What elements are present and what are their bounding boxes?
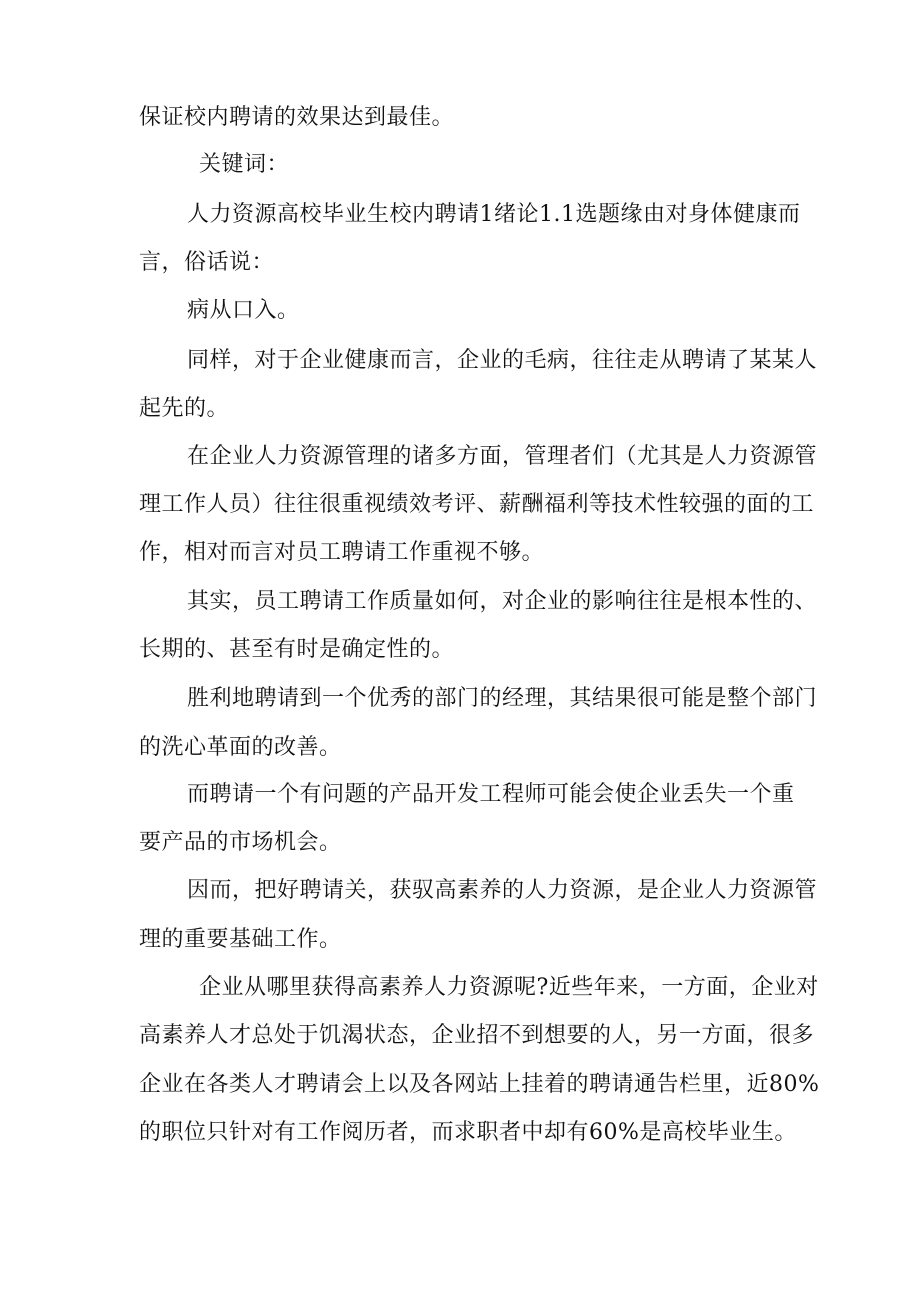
text-line: 的洗心革面的改善。 xyxy=(139,735,342,760)
text-line: 长期的、甚至有时是确定性的。 xyxy=(139,637,455,662)
keywords-heading: 关键词： xyxy=(199,152,290,177)
text-line: 病从口入。 xyxy=(187,298,300,323)
text-line: 作，相对而言对员工聘请工作重视不够。 xyxy=(139,540,545,565)
text-line: 理工作人员）往往很重视绩效考评、薪酬福利等技术性较强的面的工 xyxy=(139,492,815,517)
text-line: 企业在各类人才聘请会上以及各网站上挂着的聘请通告栏里，近80% xyxy=(139,1072,820,1097)
text-line: 言，俗话说： xyxy=(139,250,275,275)
text-line: 人力资源高校毕业生校内聘请1绪论1.1选题缘由对身体健康而 xyxy=(187,202,801,227)
text-line: 在企业人力资源管理的诸多方面，管理者们（尤其是人力资源管 xyxy=(187,444,818,469)
text-line: 理的重要基础工作。 xyxy=(139,927,342,952)
text-line: 的职位只针对有工作阅历者，而求职者中却有60%是高校毕业生。 xyxy=(139,1120,797,1145)
text-line: 而聘请一个有问题的产品开发工程师可能会使企业丢失一个重 xyxy=(187,782,795,807)
text-line: 因而，把好聘请关，获驭高素养的人力资源，是企业人力资源管 xyxy=(187,878,818,903)
text-line: 高素养人才总处于饥渴状态，企业招不到想要的人，另一方面，很多 xyxy=(139,1023,815,1048)
text-line: 同样，对于企业健康而言，企业的毛病，往往走从聘请了某某人 xyxy=(187,348,818,373)
text-line: 企业从哪里获得高素养人力资源呢?近些年来，一方面，企业对 xyxy=(199,975,819,1000)
text-line: 保证校内聘请的效果达到最佳。 xyxy=(139,105,455,130)
text-line: 胜利地聘请到一个优秀的部门的经理，其结果很可能是整个部门 xyxy=(187,686,818,711)
text-line: 要产品的市场机会。 xyxy=(139,830,342,855)
text-line: 起先的。 xyxy=(139,396,230,421)
text-line: 其实，员工聘请工作质量如何，对企业的影响往往是根本性的、 xyxy=(187,589,818,614)
